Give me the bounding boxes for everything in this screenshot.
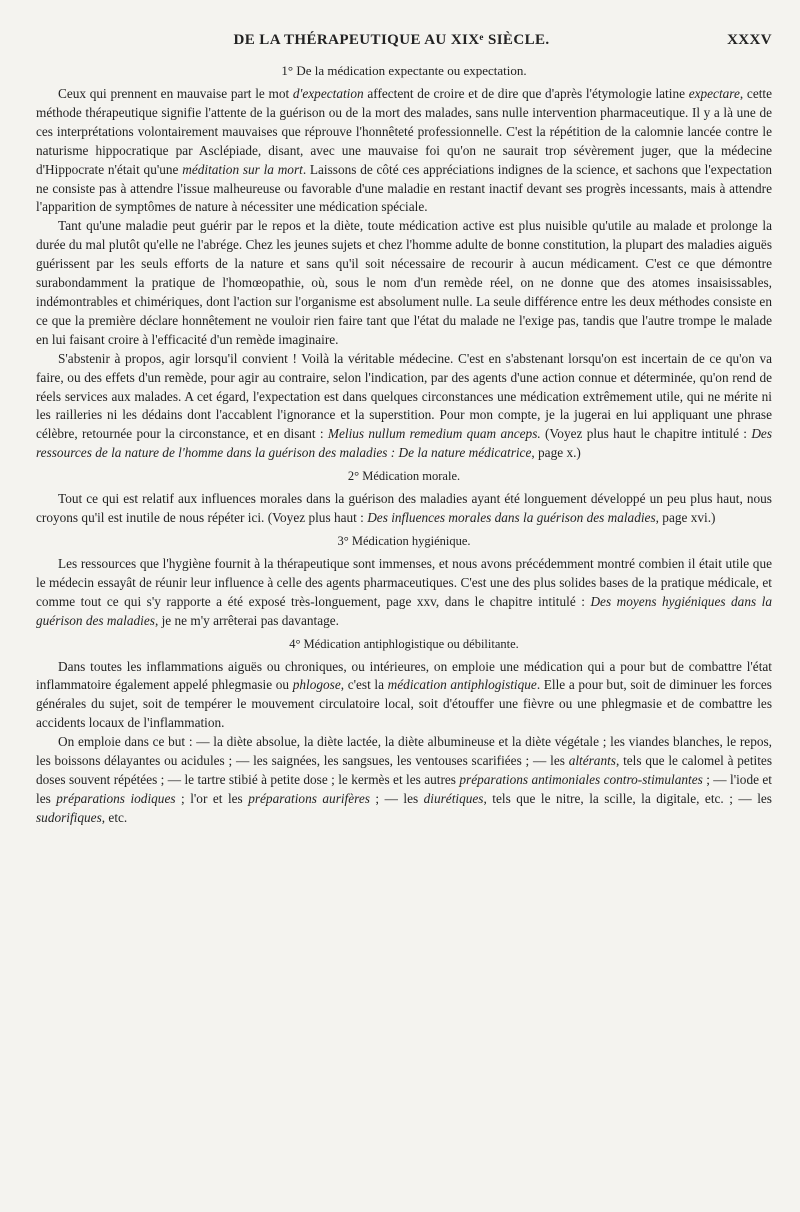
paragraph [36,217,772,349]
text-run: Ceux qui prennent en mauvaise part le mot [58,86,293,101]
italic-text: préparations antimoniales contro-stimulantes [459,772,703,787]
italic-text: diurétiques [423,790,484,806]
italic-text: d'expectation [292,86,364,101]
text-run: affectent de croire et de dire que d'après l'étymologie latine [363,86,689,101]
text-run: Tout ce qui est relatif aux influences morales dans la guérison des maladies ayant été longuement développé un peu plus haut, nous croyons qu'il est inutile de nous répéter ici. (Voyez plus haut : [36,491,772,526]
text-run: , page x.) [531,445,581,461]
italic-text: phlogose [292,677,341,693]
italic-text: Des moyens hygiéniques dans la guérison des maladies [36,593,773,628]
text-run: Les ressources que l'hygiène fournit à la thérapeutique sont immenses, et nous avons précédemment montré combien il était utile que le médecin essayât de réunir leur influence à celle des agents pharmaceutiques. C'est une des plus solides bases de la pratique médicale, et comme tout ce qui s'y rapporte a été exposé très-longuement, page xxv, dans le chapitre intitulé : [36,555,772,609]
text-run: . Laissons de côté ces appréciations indignes de la science, et sachons que l'expectation ne consiste pas à attendre l'issue malheureuse ou favorable d'une maladie en restant inactif devant ses progrès incessants, mais à attendre l'apparition de symptômes de nature à nécessiter une médication spéciale. [36,161,773,215]
page-number: XXXV [727,32,772,48]
text-run: , tels que le calomel à petites doses souvent répétées ; — le tartre stibié à petite dose ; le kermès et les autres [36,753,772,787]
paragraph [36,85,772,217]
text-run: , cette méthode thérapeutique signifie l'attente de la guérison ou de la mort des malades, sans nulle intervention pharmaceutique. Il y a là une de ces interprétations volontairement mauvaises que réprouve l'honnêteté professionnelle. C'est la répétition de la calomnie lancée contre le naturisme hippocratique par Asclépiade, disant, avec une mauvaise foi qu'on ne saurait trop sévèrement juger, que la médecine d'Hippocrate n'était qu'une [36,86,773,177]
italic-text: Melius nullum remedium quam anceps. [327,426,541,442]
paragraph [36,733,772,828]
section-heading: 1° De la médication expectante ou expectation. [281,63,527,78]
text-run: , c'est la [340,677,388,693]
paragraph [36,350,772,463]
text-run: Dans toutes les inflammations aiguës ou chroniques, ou intérieures, on emploie une médication qui a pour but de combattre l'état inflammatoire également appelé phlegmasie ou [36,658,772,693]
text-run: ; l'or et les [175,790,249,806]
text-run: , je ne m'y arrêterai pas davantage. [154,612,339,628]
italic-text: sudorifiques [36,809,102,825]
text-run: ; — les [369,790,424,806]
text-run: Tant qu'une maladie peut guérir par le repos et la diète, toute médication active est plus nuisible qu'utile au malade et prolonge la durée du mal plutôt qu'elle ne l'abrége. Chez les jeunes sujets et chez l'homme adulte de bonne constitution, la plupart des maladies aiguës guérissent par les seuls efforts de la nature et sans qu'il soit nécessaire de recourir à aucun médicament. C'est ce que démontre surabondamment la pratique de l'homœopathie, où, sous le nom d'un remède réel, on ne donne que des atomes insaisissables, indémontrables et chimériques, dont l'action sur l'organisme est absolument nulle. La seule différence entre les deux méthodes consiste en ce que la première déclare honnêtement ne vouloir rien faire tant que l'état du malade ne l'exige pas, tandis que l'autre trompe le malade en lui faisant croire à l'efficacité d'un remède imaginaire. [36,218,772,347]
page-body [36,63,772,828]
section-heading: 2° Médication morale. [347,469,461,484]
text-run: . Elle a pour but, soit de diminuer les forces générales du sujet, soit de tempérer le mouvement circulatoire local, soit d'étouffer une fièvre ou une phlegmasie et de combattre les accidents locaux de l'inflammation. [36,677,772,731]
italic-text: altérants [568,753,616,769]
text-run: , tels que le nitre, la scille, la digitale, etc. ; — les [483,790,772,806]
italic-text: expectare [688,86,740,101]
paragraph [36,555,772,631]
italic-text: Des influences morales dans la guérison des maladies [367,510,656,526]
text-run: , etc. [101,809,128,825]
italic-text: médication antiphlogistique [387,677,537,693]
section-heading: 4° Médication antiphlogistique ou débilitante. [289,636,519,651]
running-title: DE LA THÉRAPEUTIQUE AU XIXᵉ SIÈCLE. [233,32,550,48]
paragraph [36,490,772,528]
italic-text: Des ressources de la nature de l'homme dans la guérison des maladies : De la nature médicatrice [36,426,772,461]
text-run: (Voyez plus haut le chapitre intitulé : [540,426,752,442]
paragraph [36,658,772,734]
italic-text: préparations aurifères [248,790,370,806]
italic-text: préparations iodiques [56,790,176,806]
text-run: S'abstenir à propos, agir lorsqu'il convient ! Voilà la véritable médecine. C'est en s'abstenant lorsqu'on est incertain de ce qu'on va faire, ou des effets d'un remède, pour agir au contraire, selon l'indication, par des agents d'une action connue et déterminée, qu'on rend de réels services aux malades. A cet égard, l'expectation est dans quelques circonstances une médication extrêmement utile, qui ne mérite ni les railleries ni les dédains dont l'accablent l'ignorance et la superstition. Pour mon compte, je la jugerai en lui appliquant une phrase célèbre, retournée pour la circonstance, et en disant : [36,350,772,442]
text-run: ; — l'iode et les [36,772,772,806]
text-run: On emploie dans ce but : — la diète absolue, la diète lactée, la diète albumineuse et la diète végétale ; les viandes blanches, le repos, les boissons délayantes ou acidules ; — les saignées, les sangsues, les ventouses scarifiées ; — les [36,734,772,769]
section-heading: 3° Médication hygiénique. [337,533,471,548]
running-header [96,32,772,49]
text-run: , page xvi.) [655,510,716,526]
italic-text: méditation sur la mort [182,161,303,177]
